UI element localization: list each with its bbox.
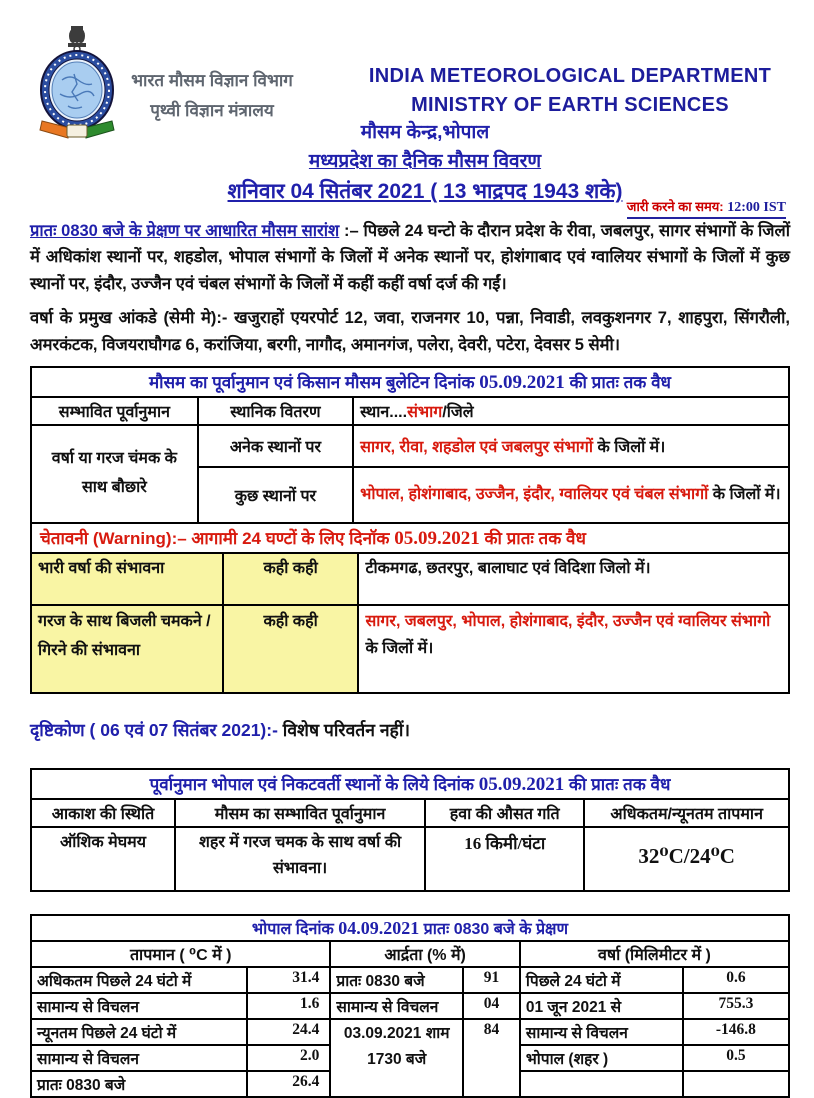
forecast-table xyxy=(30,366,790,524)
temp-label: न्यूनतम पिछले 24 घंटो में xyxy=(31,1019,247,1045)
probable-forecast-value: शहर में गरज चमक के साथ वर्षा की संभावना। xyxy=(175,827,425,891)
dept-hindi-line2: पृथ्वी विज्ञान मंत्रालय xyxy=(150,100,274,120)
wind-speed-header: हवा की औसत गति xyxy=(425,799,584,827)
temp-value: 31.4 xyxy=(247,967,330,993)
place-header-division: संभाग xyxy=(407,403,443,421)
warning-distribution-cell: कही कही xyxy=(223,605,359,693)
max-min-temp-header: अधिकतम/न्यूनतम तापमान xyxy=(584,799,789,827)
rain-value: 0.5 xyxy=(683,1045,789,1071)
dept-hindi-line1: भारत मौसम विज्ञान विभाग xyxy=(131,71,293,90)
forecast-title-row xyxy=(31,367,789,397)
rain-value: 0.6 xyxy=(683,967,789,993)
forecast-distribution-cell: अनेक स्थानों पर xyxy=(198,425,353,467)
cell-empty xyxy=(520,1071,683,1097)
office-name: मौसम केन्द्र,भोपाल xyxy=(360,122,490,143)
forecast-areas-cell xyxy=(353,467,789,523)
temp-label: सामान्य से विचलन xyxy=(31,993,247,1019)
sky-condition-value: ऑशिक मेघमय xyxy=(31,827,175,891)
humidity-label: सामान्य से विचलन xyxy=(330,993,463,1019)
humidity-value: 91 xyxy=(463,967,520,993)
department-name-hindi xyxy=(112,66,312,126)
observations-table xyxy=(30,914,790,1098)
summary-heading: प्रातः 0830 बजे के प्रेक्षण पर आधारित मौसम सारांश xyxy=(30,222,340,240)
warning-areas-red: सागर, जबलपुर, भोपाल, होशंगाबाद, इंदौर, उज्जैन एवं ग्वालियर संभागो xyxy=(365,612,771,630)
humidity-value: 04 xyxy=(463,993,520,1019)
temp-label: सामान्य से विचलन xyxy=(31,1045,247,1071)
outlook-line xyxy=(30,718,790,742)
sky-condition-header: आकाश की स्थिति xyxy=(31,799,175,827)
warning-valid-date: 05.09.2021 xyxy=(394,527,480,549)
warning-title-text: चेतावनी (Warning):– आगामी 24 घण्टों के लिए दिनॉक xyxy=(40,528,390,548)
wind-speed-value: 16 किमी/घंटा xyxy=(425,827,584,891)
temperature-group-header: तापमान ( ⁰C में ) xyxy=(31,941,330,967)
rain-label: सामान्य से विचलन xyxy=(520,1019,683,1045)
forecast-distribution-cell: कुछ स्थानों पर xyxy=(198,467,353,523)
warning-distribution-cell: कही कही xyxy=(223,553,359,605)
humidity-group-header: आर्द्रता (% में) xyxy=(330,941,519,967)
observations-title xyxy=(31,915,789,941)
summary-separator: :– xyxy=(344,222,359,240)
warning-title-row xyxy=(31,523,789,553)
forecast-areas-cell xyxy=(353,425,789,467)
rainfall-figures-heading: वर्षा के प्रमुख आंकडे (सेमी मे):- xyxy=(30,309,228,328)
city-forecast-title-suffix: की प्रातः तक वैध xyxy=(568,774,671,794)
observations-title-city: भोपाल दिनांक xyxy=(251,920,334,938)
weather-summary-paragraph xyxy=(30,218,790,297)
warning-areas-cell xyxy=(358,553,789,605)
humidity-value: 84 xyxy=(463,1019,520,1097)
rainfall-group-header: वर्षा (मिलिमीटर में ) xyxy=(520,941,789,967)
issue-time xyxy=(627,197,786,219)
rain-value: 755.3 xyxy=(683,993,789,1019)
issue-time-value: 12:00 IST xyxy=(727,200,786,215)
rain-label: पिछले 24 घंटो में xyxy=(520,967,683,993)
temp-value: 24.4 xyxy=(247,1019,330,1045)
forecast-areas-black: के जिलों में। xyxy=(712,486,781,504)
summary-body: पिछले 24 घन्टो के दौरान प्रदेश के रीवा, जबलपुर, सागर संभागों के जिलों में अधिकांश स्थानों पर, शहडोल, भोपाल संभागों के जिलों में अनेक स्थानों पर, होशंगाबाद एवं ग्वालियर संभागों के जिलों में कुछ स्थानों पर, इंदौर, उज्जैन एवं चंबल संभागों के जिलों में कहीं कहीं वर्षा दर्ज की गईं। xyxy=(30,222,790,293)
forecast-header-row xyxy=(31,397,789,425)
department-name-english xyxy=(320,62,814,120)
place-header-district: /जिले xyxy=(442,403,474,421)
city-forecast-header-row xyxy=(31,799,789,827)
city-forecast-data-row xyxy=(31,827,789,891)
observations-date: 04.09.2021 xyxy=(338,917,420,938)
observations-group-header-row xyxy=(31,941,789,967)
city-forecast-table xyxy=(30,768,790,892)
place-header-prefix: स्थान.... xyxy=(360,403,408,421)
forecast-table-title xyxy=(31,367,789,397)
warning-row-1 xyxy=(31,553,789,605)
forecast-title-suffix: की प्रातः तक वैध xyxy=(569,372,671,392)
bulletin-title: मध्यप्रदेश का दैनिक मौसम विवरण xyxy=(308,151,542,172)
temp-label: प्रातः 0830 बजे xyxy=(31,1071,247,1097)
observations-row-2 xyxy=(31,993,789,1019)
header xyxy=(30,0,790,218)
warning-areas-black: टीकमगढ, छतरपुर, बालाघाट एवं विदिशा जिलो में। xyxy=(365,559,651,577)
issue-time-label: जारी करने का समय: xyxy=(626,199,724,214)
warning-areas-cell xyxy=(358,605,789,693)
rain-value: -146.8 xyxy=(683,1019,789,1045)
dept-english-line1: INDIA METEOROLOGICAL DEPARTMENT xyxy=(368,65,772,87)
city-forecast-title xyxy=(31,769,789,799)
rain-label: 01 जून 2021 से xyxy=(520,993,683,1019)
city-forecast-title-text: पूर्वानुमान भोपाल एवं निकटवर्ती स्थानों के लिये दिनांक xyxy=(149,774,474,794)
observations-row-3 xyxy=(31,1019,789,1045)
forecast-event-cell: वर्षा या गरज चंमक के साथ बौछारे xyxy=(31,425,198,523)
warning-title xyxy=(31,523,789,553)
rainfall-figures-paragraph xyxy=(30,305,790,358)
forecast-col-header-distribution: स्थानिक वितरण xyxy=(198,397,353,425)
max-min-temp-value: 32⁰C/24⁰C xyxy=(584,827,789,891)
forecast-row-1 xyxy=(31,425,789,467)
cell-empty xyxy=(683,1071,789,1097)
forecast-col-header-place xyxy=(353,397,789,425)
observations-title-row xyxy=(31,915,789,941)
warning-table xyxy=(30,522,790,694)
ashoka-capital-icon xyxy=(68,26,86,52)
bulletin-heading-block xyxy=(130,118,720,205)
temp-value: 2.0 xyxy=(247,1045,330,1071)
rain-label: भोपाल (शहर ) xyxy=(520,1045,683,1071)
warning-areas-black: के जिलों में। xyxy=(365,640,434,658)
forecast-areas-red: भोपाल, होशंगाबाद, उज्जैन, इंदौर, ग्वालियर एवं चंबल संभागों xyxy=(360,486,709,504)
bulletin-date-line: शनिवार 04 सितंबर 2021 ( 13 भाद्रपद 1943 शके) xyxy=(227,180,623,203)
observations-row-1 xyxy=(31,967,789,993)
warning-event-cell: भारी वर्षा की संभावना xyxy=(31,553,223,605)
forecast-areas-red: सागर, रीवा, शहडोल एवं जबलपुर संभागों xyxy=(360,438,594,456)
forecast-areas-black: के जिलों में। xyxy=(597,438,666,456)
humidity-label: 03.09.2021 शाम 1730 बजे xyxy=(330,1019,463,1097)
forecast-valid-date: 05.09.2021 xyxy=(479,371,565,393)
rainfall-figures-body: खजुराहों एयरपोर्ट 12, जवा, राजनगर 10, पन्ना, निवाडी, लवकुशनगर 7, शाहपुरा, सिंगरौली, अमरकंटक, विजयराघौगढ 6, करांजिया, बरगी, नागौद, अमानगंज, पलेरा, देवरी, पटेरा, देवसर 5 सेमी। xyxy=(30,309,790,354)
probable-forecast-header: मौसम का सम्भावित पूर्वानुमान xyxy=(175,799,425,827)
city-forecast-title-row xyxy=(31,769,789,799)
warning-row-2 xyxy=(31,605,789,693)
imd-logo xyxy=(38,24,116,144)
dept-english-line2: MINISTRY OF EARTH SCIENCES xyxy=(411,94,729,116)
city-forecast-valid-date: 05.09.2021 xyxy=(478,773,565,795)
forecast-title-text: मौसम का पूर्वानुमान एवं किसान मौसम बुलेटिन दिनांक xyxy=(149,372,475,392)
warning-event-cell: गरज के साथ बिजली चमकने / गिरने की संभावना xyxy=(31,605,223,693)
temp-value: 1.6 xyxy=(247,993,330,1019)
outlook-heading: दृष्टिकोण ( 06 एवं 07 सितंबर 2021):- xyxy=(30,719,278,740)
humidity-label: प्रातः 0830 बजे xyxy=(330,967,463,993)
outlook-body: विशेष परिवर्तन नहीं। xyxy=(282,719,411,740)
temp-value: 26.4 xyxy=(247,1071,330,1097)
forecast-col-header-probable: सम्भावित पूर्वानुमान xyxy=(31,397,198,425)
warning-title-suffix: की प्रातः तक वैध xyxy=(484,528,586,548)
temp-label: अधिकतम पिछले 24 घंटो में xyxy=(31,967,247,993)
observations-title-suffix: प्रातः 0830 बजे के प्रेक्षण xyxy=(423,920,569,938)
